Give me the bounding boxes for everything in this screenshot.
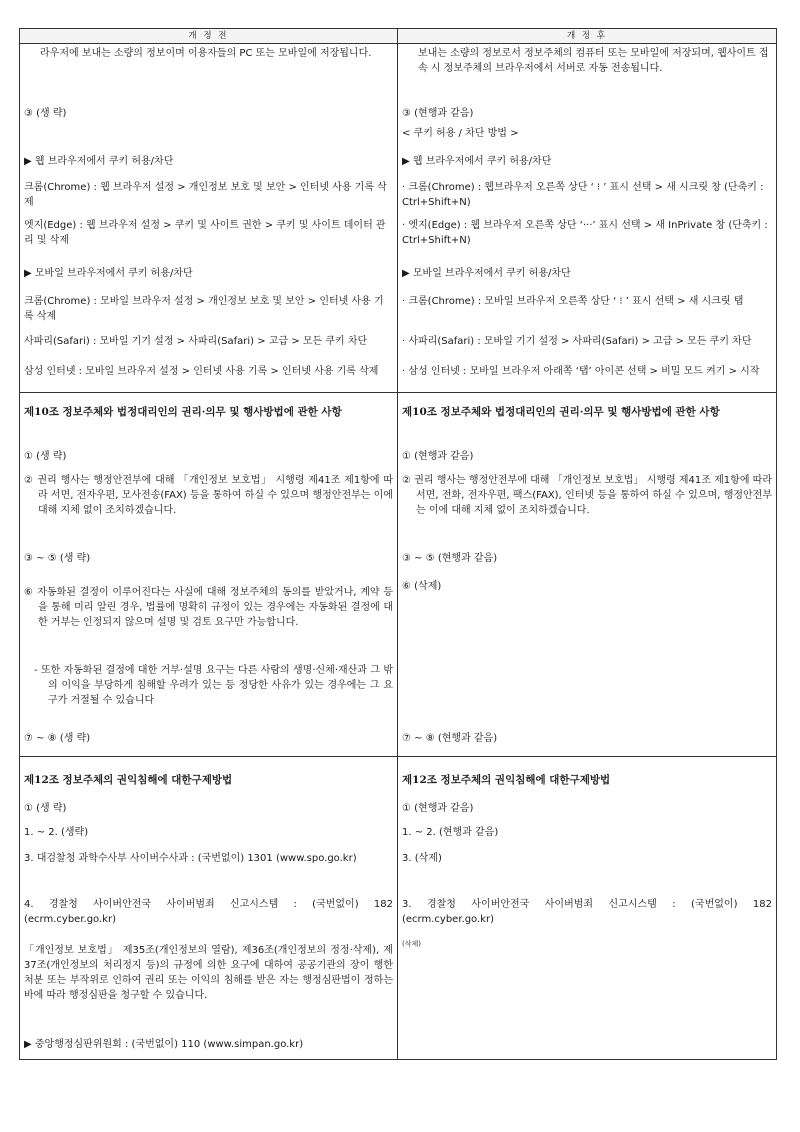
article-title: 제10조 정보주체와 법정대리인의 권리·의무 및 행사방법에 관한 사항 — [24, 406, 342, 418]
table-header-row — [20, 29, 777, 44]
item-2: ② 권리 행사는 행정안전부에 대해 「개인정보 보호법」 시행령 제41조 제1항에 따라 서면, 전화, 전자우편, 팩스(FAX), 인터넷 등을 통하여 하실 수 있으며, 행정안전부는 이에 대해 지체 없이 조치하겠습니다. — [402, 475, 772, 516]
web-chrome: · 크롬(Chrome) : 웹브라우저 오른쪽 상단 ‘ ⁝ ’ 표시 선택 > 새 시크릿 창 (단축키 : Ctrl+Shift+N) — [402, 182, 764, 208]
cookie-section-before — [20, 44, 397, 392]
item-3: 3. (삭제) — [402, 853, 442, 864]
article-12-before — [20, 757, 397, 1059]
mobile-chrome: · 크롬(Chrome) : 모바일 브라우저 오른쪽 상단 ‘ ⁝ ’ 표시 선택 > 새 시크릿 탭 — [402, 296, 744, 307]
mobile-browser-title: ▶ 모바일 브라우저에서 쿠키 허용/차단 — [402, 268, 571, 279]
item-6: ⑥ 자동화된 결정이 이루어진다는 사실에 대해 정보주체의 동의를 받았거나, 계약 등을 통해 미리 알린 경우, 법률에 명확히 규정이 있는 경우에는 자동화된 결정에 대한 거부는 인정되지 않으며 설명 및 검토 요구만 가능합니다. — [24, 587, 393, 628]
item-1: ① (생 략) — [24, 451, 67, 462]
item-3: ③ (현행과 같음) — [402, 108, 474, 119]
web-browser-title: ▶ 웹 브라우저에서 쿠키 허용/차단 — [402, 156, 552, 167]
cookie-section-after — [398, 44, 776, 392]
item-3-5: ③ ~ ⑤ (현행과 같음) — [402, 553, 498, 564]
article-10-before — [20, 393, 397, 756]
header-after: 개 정 후 — [398, 29, 777, 44]
item-1: ① (현행과 같음) — [402, 451, 474, 462]
web-edge: 엣지(Edge) : 웹 브라우저 설정 > 쿠키 및 사이트 권한 > 쿠키 및 사이트 데이터 관리 및 삭제 — [24, 220, 386, 246]
item-6-sub: - 또한 자동화된 결정에 대한 거부·설명 요구는 다른 사람의 생명·신체·재산과 그 밖의 이익을 부당하게 침해할 우려가 있는 등 정당한 사유가 있는 경우에는 그 요구가 거절될 수 있습니다 — [34, 665, 393, 706]
item-7-8: ⑦ ~ ⑧ (현행과 같음) — [402, 733, 498, 744]
cookie-method-title: < 쿠키 허용 / 차단 방법 > — [402, 128, 519, 139]
comparison-table — [19, 28, 777, 1060]
item-3-5: ③ ~ ⑤ (생 략) — [24, 553, 91, 564]
item-1-2: 1. ~ 2. (현행과 같음) — [402, 827, 499, 838]
simpan-contact: ▶ 중앙행정심판위원회 : (국번없이) 110 (www.simpan.go.kr) — [24, 1039, 304, 1050]
mobile-samsung: 삼성 인터넷 : 모바일 브라우저 설정 > 인터넷 사용 기록 > 인터넷 사용 기록 삭제 — [24, 366, 379, 377]
header-before: 개 정 전 — [20, 29, 398, 44]
item-7-8: ⑦ ~ ⑧ (생 략) — [24, 733, 91, 744]
mobile-samsung: · 삼성 인터넷 : 모바일 브라우저 아래쪽 ‘탭’ 아이콘 선택 > 비밀 모드 켜기 > 시작 — [402, 366, 760, 377]
mobile-chrome: 크롬(Chrome) : 모바일 브라우저 설정 > 개인정보 보호 및 보안 > 인터넷 사용 기록 삭제 — [24, 296, 384, 322]
mobile-browser-title: ▶ 모바일 브라우저에서 쿠키 허용/차단 — [24, 268, 193, 279]
table-row — [20, 44, 777, 393]
item-4: 4. 경찰청 사이버안전국 사이버범죄 신고시스템 : (국번없이) 182 (ecrm.cyber.go.kr) — [24, 899, 393, 925]
cookie-intro: 라우저에 보내는 소량의 정보이며 이용자들의 PC 또는 모바일에 저장됩니다. — [40, 48, 372, 59]
item-2: ② 권리 행사는 행정안전부에 대해 「개인정보 보호법」 시행령 제41조 제1항에 따라 서면, 전자우편, 모사전송(FAX) 등을 통하여 하실 수 있으며 행정안전부는 이에 대해 지체 없이 조치하겠습니다. — [24, 475, 393, 516]
mobile-safari: 사파리(Safari) : 모바일 기기 설정 > 사파리(Safari) > 고급 > 모든 쿠키 차단 — [24, 336, 368, 347]
deleted-note: (삭제) — [402, 940, 421, 948]
appeal-text: 「개인정보 보호법」 제35조(개인정보의 열람), 제36조(개인정보의 정정·삭제), 제37조(개인정보의 처리정지 등)의 규정에 의한 요구에 대하여 공공기관의 장이 행한 처분 또는 부작위로 인하여 권리 또는 이익의 침해를 받은 자는 행정심판법이 정하는 바에 따라 행정심판을 청구할 수 있습니다. — [24, 945, 393, 1001]
item-6: ⑥ (삭제) — [402, 581, 442, 592]
web-chrome: 크롬(Chrome) : 웹 브라우저 설정 > 개인정보 보호 및 보안 > 인터넷 사용 기록 삭제 — [24, 182, 387, 208]
cookie-intro: 보내는 소량의 정보로서 정보주체의 컴퓨터 또는 모바일에 저장되며, 웹사이트 접속 시 정보주체의 브라우저에서 서버로 자동 전송됩니다. — [418, 48, 769, 74]
item-1: ① (생 략) — [24, 803, 67, 814]
item-3: ③ (생 략) — [24, 108, 67, 119]
article-10-after — [398, 393, 776, 756]
web-edge: · 엣지(Edge) : 웹 브라우저 오른쪽 상단 ‘···’ 표시 선택 > 새 InPrivate 창 (단축키 : Ctrl+Shift+N) — [402, 220, 768, 246]
item-4: 3. 경찰청 사이버안전국 사이버범죄 신고시스템 : (국번없이) 182 (ecrm.cyber.go.kr) — [402, 899, 772, 925]
article-title: 제12조 정보주체의 권익침해에 대한구제방법 — [402, 774, 611, 786]
article-title: 제12조 정보주체의 권익침해에 대한구제방법 — [24, 774, 233, 786]
article-title: 제10조 정보주체와 법정대리인의 권리·의무 및 행사방법에 관한 사항 — [402, 406, 720, 418]
item-1-2: 1. ~ 2. (생략) — [24, 827, 89, 838]
table-row — [20, 393, 777, 757]
web-browser-title: ▶ 웹 브라우저에서 쿠키 허용/차단 — [24, 156, 174, 167]
article-12-after — [398, 757, 776, 1059]
item-1: ① (현행과 같음) — [402, 803, 474, 814]
mobile-safari: · 사파리(Safari) : 모바일 기기 설정 > 사파리(Safari) > 고급 > 모든 쿠키 차단 — [402, 336, 752, 347]
item-3: 3. 대검찰청 과학수사부 사이버수사과 : (국번없이) 1301 (www.spo.go.kr) — [24, 853, 357, 864]
comparison-page — [19, 28, 776, 1060]
table-row — [20, 757, 777, 1060]
